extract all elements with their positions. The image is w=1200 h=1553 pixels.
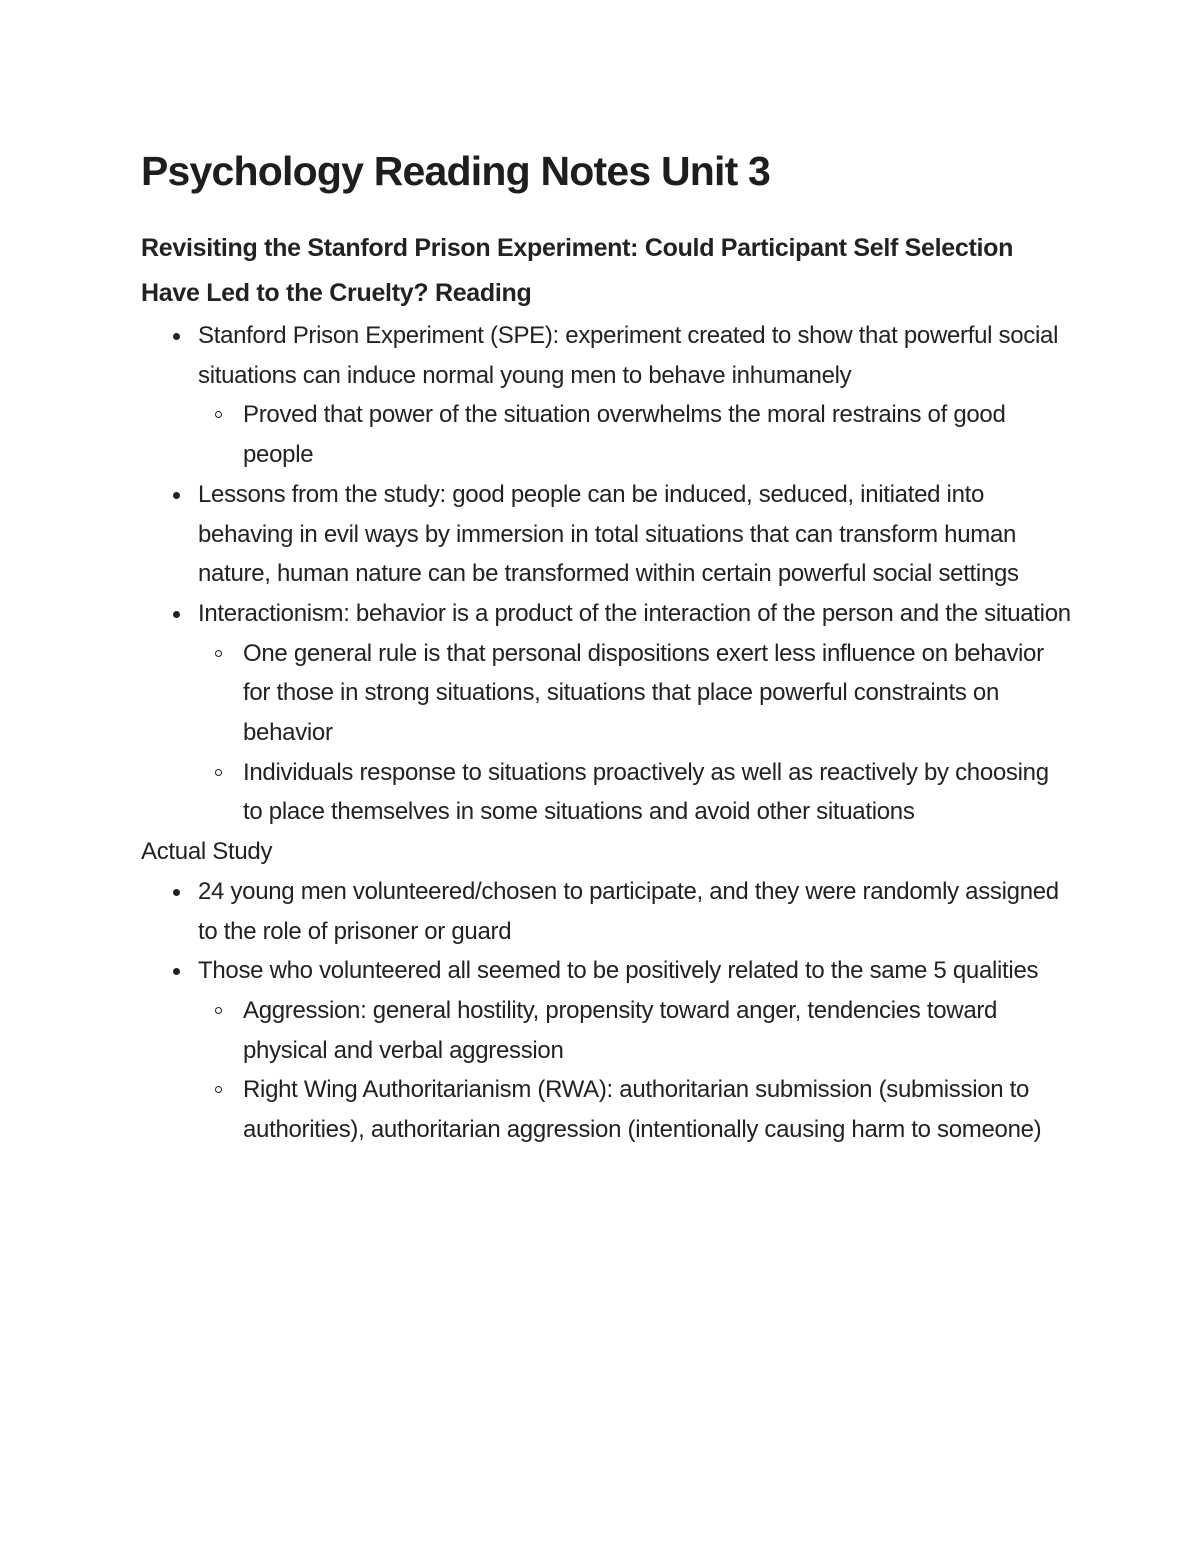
sub-bullet-list — [198, 991, 1071, 1150]
sub-list-item — [198, 395, 1071, 474]
document-content — [141, 138, 1071, 1150]
section-label: Actual Study — [141, 838, 273, 866]
list-item — [141, 872, 1071, 951]
list-item-text: Those who volunteered all seemed to be positively related to the same 5 qualities — [198, 957, 1039, 985]
list-item — [141, 951, 1071, 1150]
sub-bullet-list — [198, 634, 1071, 833]
bullet-list — [141, 872, 1071, 1150]
sub-list-item-text: One general rule is that personal dispositions exert less influence on behavior for those in strong situations, situations that place powerful constraints on behavior — [243, 639, 1044, 747]
sub-list-item-text: Aggression: general hostility, propensity toward anger, tendencies toward physical and verbal aggression — [243, 996, 998, 1064]
list-item — [141, 316, 1071, 475]
sub-list-item-text: Proved that power of the situation overwhelms the moral restrains of good people — [243, 401, 1006, 469]
list-item-text: Stanford Prison Experiment (SPE): experiment created to show that powerful social situations can induce normal young men to behave inhumanely — [198, 322, 1059, 389]
list-item — [141, 594, 1071, 832]
bullet-list — [141, 316, 1071, 832]
list-item — [141, 475, 1071, 594]
document-title: Psychology Reading Notes Unit 3 — [141, 148, 771, 194]
section-heading: Revisiting the Stanford Prison Experiment: Could Participant Self Selection Have Led to the Cruelty? Reading — [141, 234, 1014, 307]
sub-list-item-text: Individuals response to situations proactively as well as reactively by choosing to place themselves in some situations and avoid other situations — [243, 758, 1049, 826]
sub-list-item — [198, 753, 1071, 832]
sub-bullet-list — [198, 395, 1071, 474]
sub-list-item — [198, 634, 1071, 753]
list-item-text: 24 young men volunteered/chosen to participate, and they were randomly assigned to the role of prisoner or guard — [198, 877, 1059, 945]
sub-list-item — [198, 1070, 1071, 1149]
list-item-text: Interactionism: behavior is a product of the interaction of the person and the situation — [198, 599, 1071, 627]
list-item-text: Lessons from the study: good people can be induced, seduced, initiated into behaving in evil ways by immersion in total situations that can transform human nature, human nature can be transformed within certain powerful social settings — [198, 480, 1019, 588]
sub-list-item-text: Right Wing Authoritarianism (RWA): authoritarian submission (submission to authorities), authoritarian aggression (intentionally causing harm to someone) — [243, 1076, 1042, 1144]
sub-list-item — [198, 991, 1071, 1070]
